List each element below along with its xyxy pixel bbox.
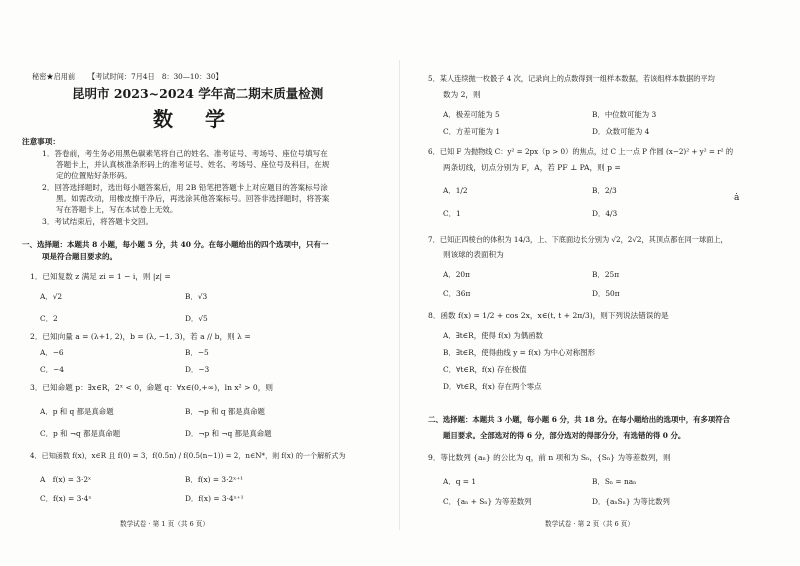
q3-option-c: C．p 和 ¬q 都是真命题	[40, 429, 121, 438]
q1-stem: 1．已知复数 z 满足 zi = 1 − i，则 |z| =	[30, 272, 171, 281]
secret-label: 秘密★启用前	[32, 72, 76, 81]
q2-option-b: B．−5	[185, 348, 209, 357]
q2-option-c: C．−4	[40, 365, 64, 374]
section2-line1: 二、选择题：本题共 3 小题，每小题 6 分，共 18 分。在每小题给出的选项中，有多项符合	[428, 415, 731, 424]
q6-option-b: B．2/3	[592, 186, 617, 195]
q9-option-b: B．Sₙ = naₙ	[592, 477, 637, 486]
section2-line2: 题目要求。全部选对的得 6 分，部分选对的得部分分，有选错的得 0 分。	[443, 431, 686, 440]
q6-stem: 6．已知 F 为抛物线 C：y² = 2px（p > 0）的焦点，过 C 上一点 P 作圆 (x−2)² + y² = r² 的	[428, 147, 734, 156]
note-line: 1．答卷前，考生务必用黑色碳素笔将自己的姓名、准考证号、考场号、座位号填写在	[42, 149, 328, 158]
note-line: 定的位置贴好条形码。	[56, 171, 132, 180]
note-line: 写在答题卡上，写在本试卷上无效。	[56, 205, 178, 214]
q5-option-c: C．方差可能为 1	[443, 127, 501, 136]
q8-option-c: C．∀t∈R，f(x) 存在极值	[443, 365, 527, 374]
section1-line1: 一、选择题：本题共 8 小题，每小题 5 分，共 40 分。在每小题给出的四个选项中，只有一	[22, 240, 329, 249]
q3-option-d: D．¬p 和 ¬q 都是真命题	[185, 429, 272, 438]
q9-option-d: D．{aₙSₙ} 为等比数列	[592, 497, 670, 506]
q5-option-d: D．众数可能为 4	[592, 127, 650, 136]
q5-option-a: A．极差可能为 5	[443, 110, 500, 119]
section1-line2: 项是符合题目要求的。	[42, 252, 117, 261]
exam-title: 昆明市 2023~2024 学年高二期末质量检测	[72, 86, 324, 101]
q9-option-c: C．{aₙ + Sₙ} 为等差数列	[443, 497, 532, 506]
q9-option-a: A．q = 1	[443, 477, 477, 486]
q8-option-b: B．∃t∈R，使得曲线 y = f(x) 为中心对称图形	[443, 348, 595, 357]
q5-stem: 5．某人连续抛一枚骰子 4 次，记录向上的点数得到一组样本数据，若该组样本数据的平均	[428, 74, 715, 83]
q7-option-a: A．20π	[443, 270, 470, 279]
q4-option-d: D．f(x) = 3·4ˣ⁺¹	[185, 494, 244, 503]
note-line: 3．考试结束后，将答题卡交回。	[42, 217, 154, 226]
footer-page-2: 数学试卷 · 第 2 页（共 6 页）	[545, 520, 634, 528]
q9-stem: 9．等比数列 {aₙ} 的公比为 q，前 n 项和为 Sₙ，{Sₙ} 为等差数列，则	[428, 453, 671, 462]
q4-option-c: C．f(x) = 3·4ˣ	[40, 494, 92, 503]
q3-stem: 3．已知命题 p：∃x∈R，2ˣ < 0，命题 q：∀x∈(0,+∞)，ln x² > 0，则	[30, 383, 273, 392]
q7-stem: 7．已知正四棱台的体积为 14/3，上、下底面边长分别为 √2，2√2，其顶点都在同一球面上，	[428, 235, 728, 244]
q1-option-c: C．2	[40, 314, 58, 323]
footer-page-1: 数学试卷 · 第 1 页（共 6 页）	[120, 520, 209, 528]
q6-option-d: D．4/3	[592, 209, 618, 218]
q5-stem-2: 数为 2，则	[443, 90, 481, 99]
q4-stem: 4．已知函数 f(x)，x∈R 且 f(0) = 3，f(0.5n) / f(0.5(n−1)) = 2，n∈N*，则 f(x) 的一个解析式为	[30, 451, 346, 460]
q5-option-b: B．中位数可能为 3	[592, 110, 657, 119]
stray-mark: ȧ	[734, 193, 740, 203]
q2-option-a: A．−6	[40, 348, 64, 357]
notes-heading: 注意事项：	[22, 137, 60, 146]
q2-option-d: D．−3	[185, 365, 210, 374]
q4-option-b: B．f(x) = 3·2ˣ⁺¹	[185, 475, 244, 484]
q1-option-a: A．√2	[40, 292, 63, 301]
column-divider	[399, 60, 400, 530]
exam-time: 【考试时间：7月4日 8：30—10：30】	[88, 72, 223, 81]
q7-option-c: C．36π	[443, 289, 471, 298]
q7-option-d: D．50π	[592, 289, 620, 298]
q7-option-b: B．25π	[592, 270, 620, 279]
q6-option-a: A．1/2	[443, 186, 468, 195]
q8-option-d: D．∀t∈R，f(x) 存在两个零点	[443, 382, 542, 391]
q3-option-b: B．¬p 和 q 都是真命题	[185, 407, 265, 416]
q8-stem: 8．函数 f(x) = 1/2 + cos 2x，x∈(t, t + 2π/3)，则下列说法错误的是	[428, 311, 669, 320]
subject-title: 数 学	[153, 107, 231, 131]
q6-stem-2: 两条切线，切点分别为 F，A，若 PF ⊥ PA，则 p =	[443, 163, 621, 172]
q8-option-a: A．∃t∈R，使得 f(x) 为偶函数	[443, 331, 543, 340]
q4-option-a: A f(x) = 3·2ˣ	[40, 475, 92, 484]
q3-option-a: A．p 和 q 都是真命题	[40, 407, 114, 416]
q2-stem: 2．已知向量 a = (λ+1, 2)，b = (λ, −1, 3)，若 a // b，则 λ =	[30, 332, 251, 341]
note-line: 2．回答选择题时，选出每小题答案后，用 2B 铅笔把答题卡上对应题目的答案标号涂	[42, 183, 328, 192]
q6-option-c: C．1	[443, 209, 461, 218]
q1-option-d: D．√5	[185, 314, 208, 323]
q1-option-b: B．√3	[185, 292, 208, 301]
q7-stem-2: 则该球的表面积为	[443, 250, 504, 259]
note-line: 答题卡上，并认真核准条形码上的准考证号、姓名、考场号、座位号及科目，在规	[56, 160, 330, 169]
note-line: 黑。如需改动，用橡皮擦干净后，再选涂其他答案标号。回答非选择题时，将答案	[56, 194, 330, 203]
